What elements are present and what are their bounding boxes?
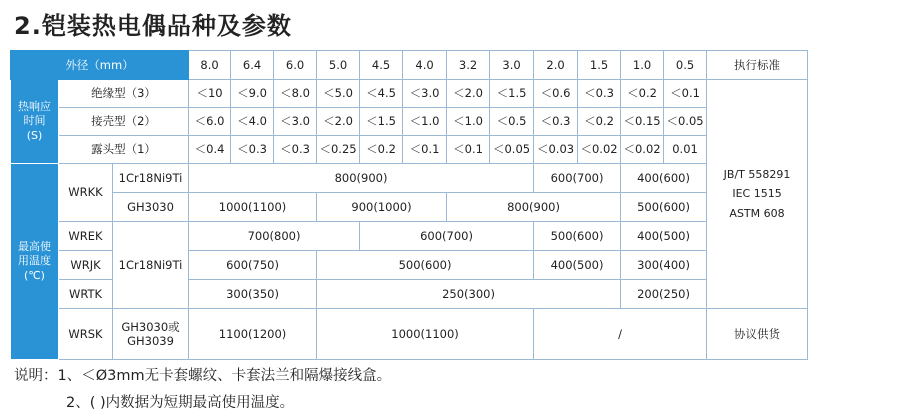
size-cell: 1.0 <box>621 51 664 80</box>
value-cell: 700(800) <box>189 222 360 251</box>
value-cell: ＜9.0 <box>231 80 274 108</box>
value-cell: ＜2.0 <box>447 80 490 108</box>
page-title: 2.铠装热电偶品种及参数 <box>14 12 292 40</box>
value-cell: ＜0.3 <box>274 136 317 164</box>
size-cell: 6.0 <box>274 51 317 80</box>
table-row <box>11 193 808 222</box>
value-cell: ＜4.5 <box>360 80 403 108</box>
value-cell: ＜8.0 <box>274 80 317 108</box>
value-cell: ＜0.1 <box>403 136 447 164</box>
supply-cell: 协议供货 <box>707 309 808 360</box>
model-cell: WRSK <box>59 309 113 360</box>
note-line-2: 2、( )内数据为短期最高使用温度。 <box>66 395 295 411</box>
note-line-1: 说明：1、＜Ø3mm无卡套螺纹、卡套法兰和隔爆接线盒。 <box>14 368 392 384</box>
value-cell: 800(900) <box>189 164 534 193</box>
table-row <box>11 136 808 164</box>
value-cell: ＜0.2 <box>360 136 403 164</box>
row-label: 露头型（1） <box>59 136 189 164</box>
value-cell: ＜4.0 <box>231 108 274 136</box>
value-cell: 400(500) <box>621 222 707 251</box>
table-row <box>11 108 808 136</box>
value-cell: 600(700) <box>360 222 534 251</box>
value-cell: ＜3.0 <box>403 80 447 108</box>
row-label: 绝缘型（3） <box>59 80 189 108</box>
value-cell: ＜0.02 <box>621 136 664 164</box>
value-cell: 400(600) <box>621 164 707 193</box>
value-cell: 800(900) <box>447 193 621 222</box>
value-cell: ＜3.0 <box>274 108 317 136</box>
value-cell: ＜0.1 <box>447 136 490 164</box>
table-row <box>11 309 808 360</box>
model-cell: WRTK <box>59 280 113 309</box>
size-cell: 4.5 <box>360 51 403 80</box>
model-cell: WRKK <box>59 164 113 222</box>
value-cell: 300(400) <box>621 251 707 280</box>
value-cell: 500(600) <box>534 222 621 251</box>
value-cell: ＜0.6 <box>534 80 578 108</box>
value-cell: ＜2.0 <box>317 108 360 136</box>
table-row <box>11 164 808 193</box>
value-cell: 1000(1100) <box>317 309 534 360</box>
value-cell: 600(700) <box>534 164 621 193</box>
value-cell: ＜0.03 <box>534 136 578 164</box>
value-cell: ＜0.3 <box>578 80 621 108</box>
value-cell: ＜0.05 <box>490 136 534 164</box>
header-row <box>11 51 808 80</box>
value-cell: 0.01 <box>664 136 707 164</box>
value-cell: ＜0.2 <box>578 108 621 136</box>
table-row <box>11 80 808 108</box>
value-cell: ＜0.3 <box>231 136 274 164</box>
material-cell: GH3030或 GH3039 <box>113 309 189 360</box>
size-cell: 5.0 <box>317 51 360 80</box>
value-cell: ＜1.0 <box>403 108 447 136</box>
size-cell: 6.4 <box>231 51 274 80</box>
size-cell: 2.0 <box>534 51 578 80</box>
row-label: 接壳型（2） <box>59 108 189 136</box>
size-cell: 8.0 <box>189 51 231 80</box>
value-cell: ＜0.02 <box>578 136 621 164</box>
value-cell: ＜0.05 <box>664 108 707 136</box>
value-cell: ＜0.4 <box>189 136 231 164</box>
standard-header: 执行标准 <box>707 51 808 80</box>
value-cell: ＜1.0 <box>447 108 490 136</box>
size-cell: 3.2 <box>447 51 490 80</box>
value-cell: 600(750) <box>189 251 317 280</box>
value-cell: ＜1.5 <box>360 108 403 136</box>
value-cell: / <box>534 309 707 360</box>
value-cell: 500(600) <box>621 193 707 222</box>
value-cell: ＜0.5 <box>490 108 534 136</box>
table-row <box>11 222 808 251</box>
size-cell: 0.5 <box>664 51 707 80</box>
value-cell: 300(350) <box>189 280 317 309</box>
value-cell: ＜5.0 <box>317 80 360 108</box>
value-cell: 250(300) <box>317 280 621 309</box>
model-cell: WRJK <box>59 251 113 280</box>
value-cell: ＜0.15 <box>621 108 664 136</box>
value-cell: ＜0.1 <box>664 80 707 108</box>
size-cell: 3.0 <box>490 51 534 80</box>
value-cell: 1100(1200) <box>189 309 317 360</box>
spec-table <box>10 50 808 360</box>
value-cell: ＜0.2 <box>621 80 664 108</box>
value-cell: ＜0.25 <box>317 136 360 164</box>
model-cell: WREK <box>59 222 113 251</box>
value-cell: ＜0.3 <box>534 108 578 136</box>
material-cell: GH3030 <box>113 193 189 222</box>
value-cell: 400(500) <box>534 251 621 280</box>
value-cell: ＜1.5 <box>490 80 534 108</box>
value-cell: ＜6.0 <box>189 108 231 136</box>
standards-cell: JB/T 558291 IEC 1515 ASTM 608 <box>707 80 808 309</box>
notes <box>14 363 391 417</box>
max-temperature-group-label: 最高使 用温度 (℃) <box>11 164 59 360</box>
value-cell: 1000(1100) <box>189 193 317 222</box>
material-cell: 1Cr18Ni9Ti <box>113 222 189 309</box>
size-cell: 1.5 <box>578 51 621 80</box>
size-cell: 4.0 <box>403 51 447 80</box>
value-cell: 900(1000) <box>317 193 447 222</box>
outer-diameter-header: 外径（mm） <box>11 51 189 80</box>
value-cell: ＜10 <box>189 80 231 108</box>
material-cell: 1Cr18Ni9Ti <box>113 164 189 193</box>
value-cell: 200(250) <box>621 280 707 309</box>
response-time-group-label: 热响应 时间 (S) <box>11 80 59 164</box>
value-cell: 500(600) <box>317 251 534 280</box>
